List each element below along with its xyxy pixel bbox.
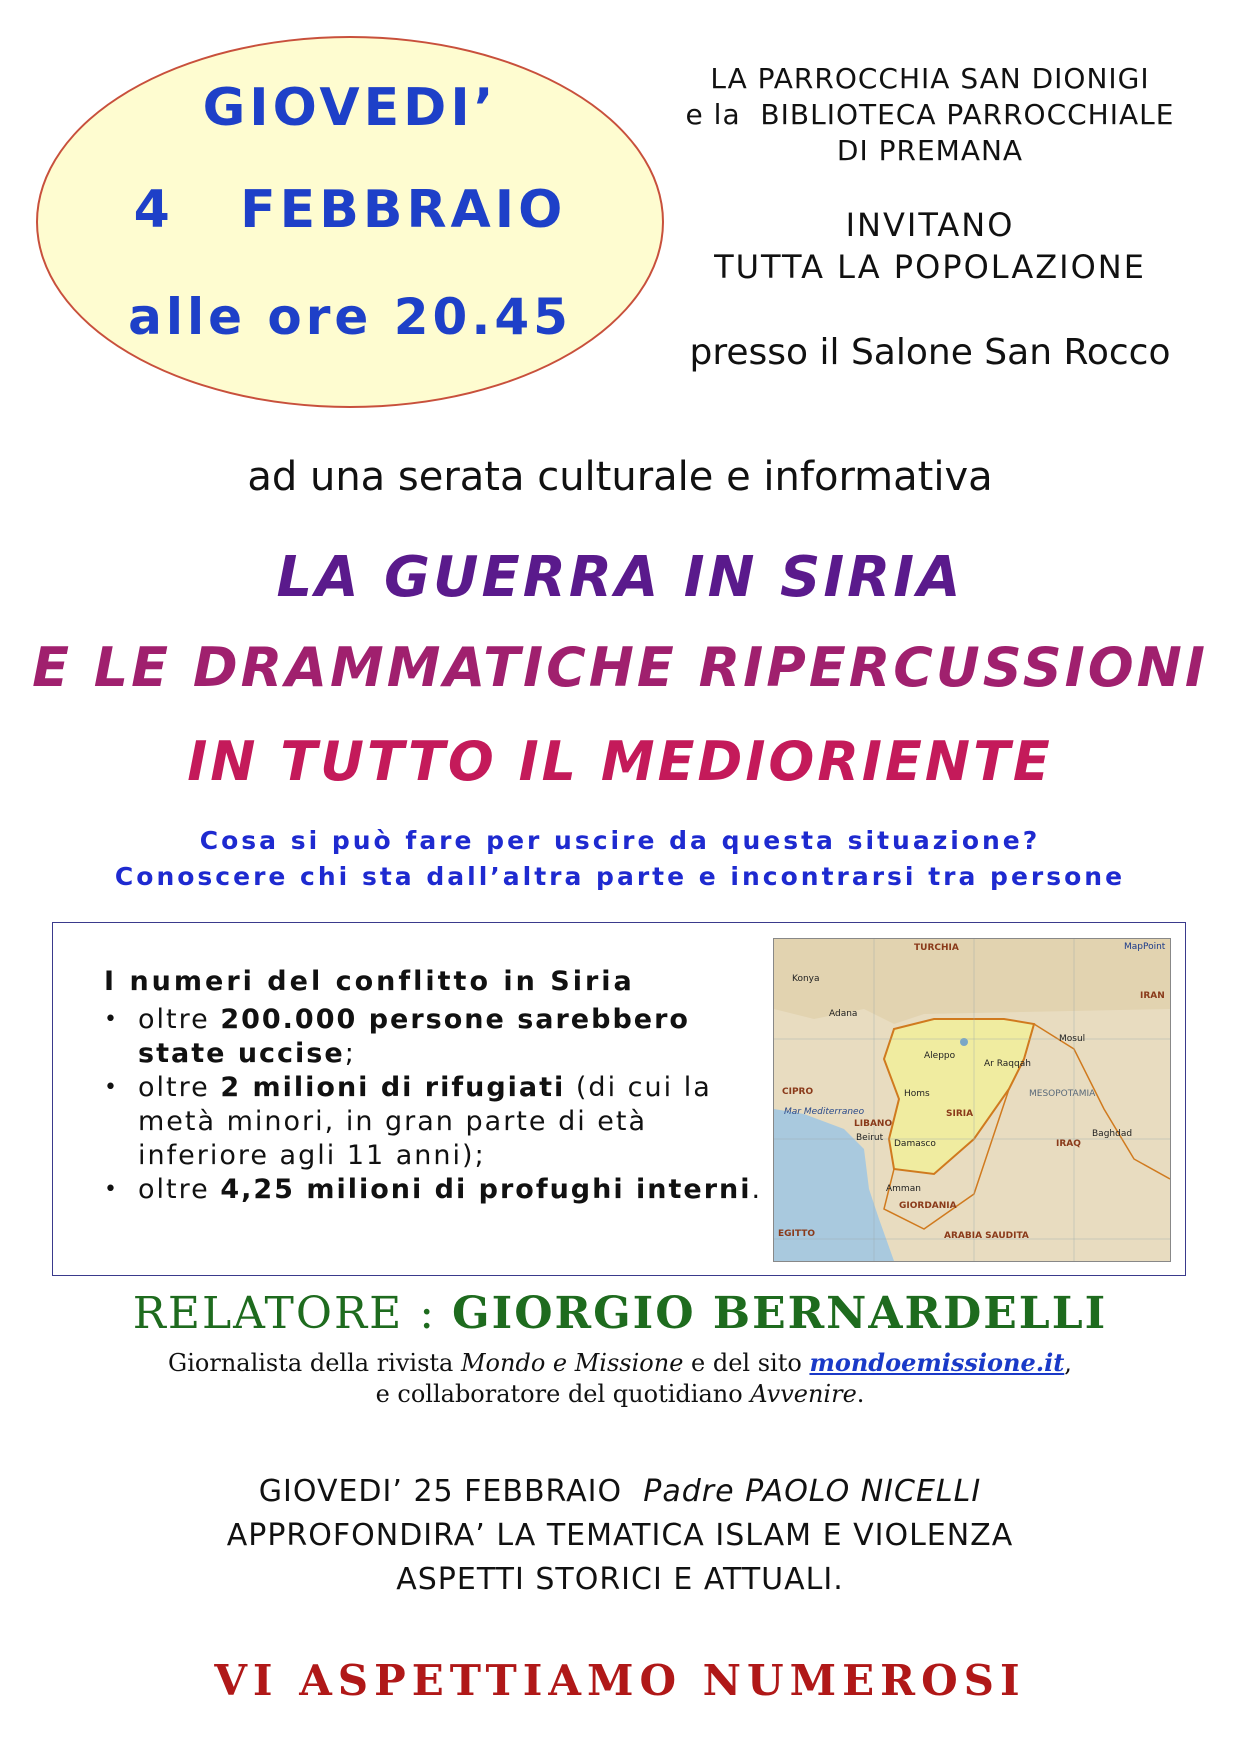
- subtitle-line-2: Conoscere chi sta dall’altra parte e incontrarsi tra persone: [114, 862, 1126, 891]
- fact-displaced: • oltre 4,25 milioni di profughi interni.: [104, 1173, 764, 1207]
- event-date: 4 FEBBRAIO: [133, 180, 567, 240]
- map-label-baghdad: Baghdad: [1092, 1129, 1133, 1139]
- map-label-libano: LIBANO: [854, 1119, 893, 1129]
- facts-heading: I numeri del conflitto in Siria: [104, 966, 635, 997]
- map-label-turchia: TURCHIA: [914, 943, 959, 953]
- map-label-iran: IRAN: [1140, 991, 1165, 1001]
- map-label-beirut: Beirut: [856, 1133, 884, 1143]
- next-event-line-2: APPROFONDIRA’ LA TEMATICA ISLAM E VIOLENZA: [226, 1518, 1014, 1553]
- next-event-line-3: ASPETTI STORICI E ATTUALI.: [396, 1562, 844, 1597]
- map-label-mesopotamia: MESOPOTAMIA: [1029, 1089, 1096, 1099]
- next-event-line-1: GIOVEDI’ 25 FEBBRAIO Padre PAOLO NICELLI: [258, 1474, 982, 1509]
- speaker-description: Giornalista della rivista Mondo e Missione e del sito mondoemissione.it,: [168, 1348, 1072, 1377]
- map-label-arabia: ARABIA SAUDITA: [944, 1231, 1029, 1241]
- map-label-homs: Homs: [904, 1089, 930, 1099]
- invite-line-1: INVITANO: [845, 206, 1015, 244]
- map-label-iraq: IRAQ: [1056, 1139, 1081, 1149]
- map-label-cipro: CIPRO: [782, 1087, 814, 1097]
- map-shapes: [774, 939, 1170, 1261]
- speaker-line: [0, 1288, 1240, 1339]
- speaker-label: RELATORE :: [132, 1288, 453, 1339]
- map-label-egitto: EGITTO: [778, 1229, 816, 1239]
- map-label-mappoint: MapPoint: [1124, 942, 1166, 952]
- syria-map: [773, 938, 1171, 1262]
- map-label-adana: Adana: [829, 1009, 858, 1019]
- map-label-mosul: Mosul: [1059, 1034, 1086, 1044]
- map-label-raqqah: Ar Raqqah: [984, 1059, 1031, 1069]
- map-label-aleppo: Aleppo: [924, 1051, 956, 1061]
- map-label-damasco: Damasco: [894, 1139, 936, 1149]
- fact-killed: • oltre 200.000 persone sarebbero state uccise;: [104, 1003, 764, 1071]
- invite-line-2: TUTTA LA POPOLAZIONE: [714, 248, 1146, 286]
- map-label-konya: Konya: [792, 974, 820, 984]
- subtitle-line-1: Cosa si può fare per uscire da questa situazione?: [199, 826, 1041, 855]
- map-label-amman: Amman: [886, 1184, 921, 1194]
- event-day: GIOVEDI’: [202, 78, 498, 138]
- title-line-2: E LE DRAMMATICHE RIPERCUSSIONI: [32, 636, 1208, 699]
- event-time: alle ore 20.45: [128, 288, 572, 346]
- map-label-siria: SIRIA: [946, 1109, 974, 1119]
- intro-text: ad una serata culturale e informativa: [247, 454, 993, 500]
- speaker-description-2: e collaboratore del quotidiano Avvenire.: [375, 1380, 865, 1408]
- title-line-1: LA GUERRA IN SIRIA: [276, 545, 964, 610]
- organizer-line-2: e la BIBLIOTECA PARROCCHIALE: [685, 98, 1175, 131]
- map-label-mar: Mar Mediterraneo: [784, 1107, 865, 1117]
- speaker-name: GIORGIO BERNARDELLI: [452, 1288, 1108, 1339]
- closing-text: VI ASPETTIAMO NUMEROSI: [214, 1656, 1026, 1705]
- map-label-giordania: GIORDANIA: [899, 1201, 957, 1211]
- facts-list: [104, 966, 764, 1207]
- organizer-line-1: LA PARROCCHIA SAN DIONIGI: [710, 62, 1150, 95]
- site-link[interactable]: mondoemissione.it: [809, 1348, 1065, 1377]
- organizer-line-3: DI PREMANA: [836, 134, 1024, 167]
- fact-refugees: • oltre 2 milioni di rifugiati (di cui la metà minori, in gran parte di età inferiore agli 11 anni);: [104, 1071, 764, 1173]
- venue: presso il Salone San Rocco: [689, 332, 1171, 373]
- title-line-3: IN TUTTO IL MEDIORIENTE: [187, 730, 1053, 793]
